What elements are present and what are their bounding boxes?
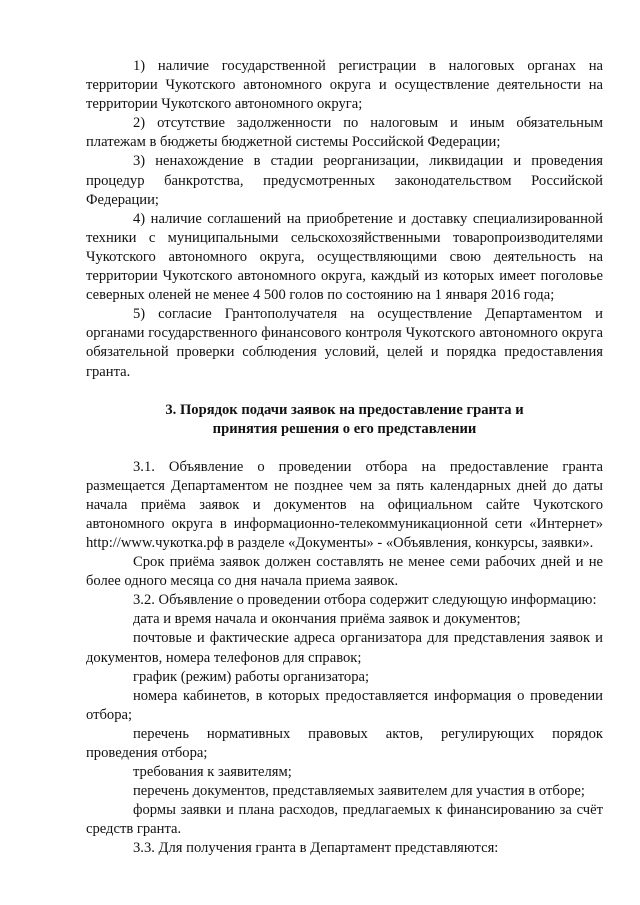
section-heading-line-2: принятия решения о его представлении: [212, 420, 477, 437]
paragraph-3-1: 3.1. Объявление о проведении отбора на предоставление гранта размещается Департаментом не позднее чем за пять календарных дней до даты начала приёма заявок и документов на официальном сайте Чукотского автономного округа в информационно-телекоммуникационной сети «Интернет» http://www.чукотка.рф в разделе «Документы» - «Объявления, конкурсы, заявки».: [86, 458, 603, 551]
list-item-requirements: требования к заявителям;: [133, 764, 292, 781]
paragraph-condition-3: 3) ненахождение в стадии реорганизации, ликвидации и проведения процедур банкротства, предусмотренных законодательством Российской Федерации;: [86, 153, 603, 208]
paragraph-3-2: 3.2. Объявление о проведении отбора содержит следующую информацию:: [133, 592, 597, 609]
list-item-schedule: график (режим) работы организатора;: [133, 668, 370, 685]
paragraph-deadline: Срок приёма заявок должен составлять не менее семи рабочих дней и не более одного месяца со дня начала приема заявок.: [86, 554, 603, 590]
list-item-legal-acts: перечень нормативных правовых актов, регулирующих порядок проведения отбора;: [86, 725, 603, 761]
list-item-documents: перечень документов, представляемых заявителем для участия в отборе;: [133, 783, 585, 800]
section-heading-line-1: 3. Порядок подачи заявок на предоставление гранта и: [165, 401, 524, 418]
list-item-rooms: номера кабинетов, в которых предоставляется информация о проведении отбора;: [86, 687, 603, 723]
paragraph-3-3: 3.3. Для получения гранта в Департамент представляются:: [133, 840, 499, 857]
list-item-forms: формы заявки и плана расходов, предлагаемых к финансированию за счёт средств гранта.: [86, 802, 603, 838]
section-heading: [86, 401, 603, 439]
paragraph-condition-4: 4) наличие соглашений на приобретение и доставку специализированной техники с муниципальными сельскохозяйственными товаропроизводителями Чукотского автономного округа, осуществляющими свою деятельность на территории Чукотского автономного округа, каждый из которых имеет поголовье северных оленей не менее 4 500 голов по состоянию на 1 января 2016 года;: [86, 210, 603, 304]
list-item-dates: дата и время начала и окончания приёма заявок и документов;: [133, 611, 521, 628]
list-item-addresses: почтовые и фактические адреса организатора для представления заявок и документов, номера телефонов для справок;: [86, 630, 603, 666]
paragraph-condition-2: 2) отсутствие задолженности по налоговым и иным обязательным платежам в бюджеты бюджетной системы Российской Федерации;: [86, 115, 603, 151]
document-page: [86, 57, 603, 859]
paragraph-condition-5: 5) согласие Грантополучателя на осуществление Департаментом и органами государственного финансового контроля Чукотского автономного округа обязательной проверки соблюдения условий, целей и порядка предоставления гранта.: [86, 306, 603, 380]
paragraph-condition-1: 1) наличие государственной регистрации в налоговых органах на территории Чукотского автономного округа и осуществление деятельности на территории Чукотского автономного округа;: [86, 58, 603, 113]
